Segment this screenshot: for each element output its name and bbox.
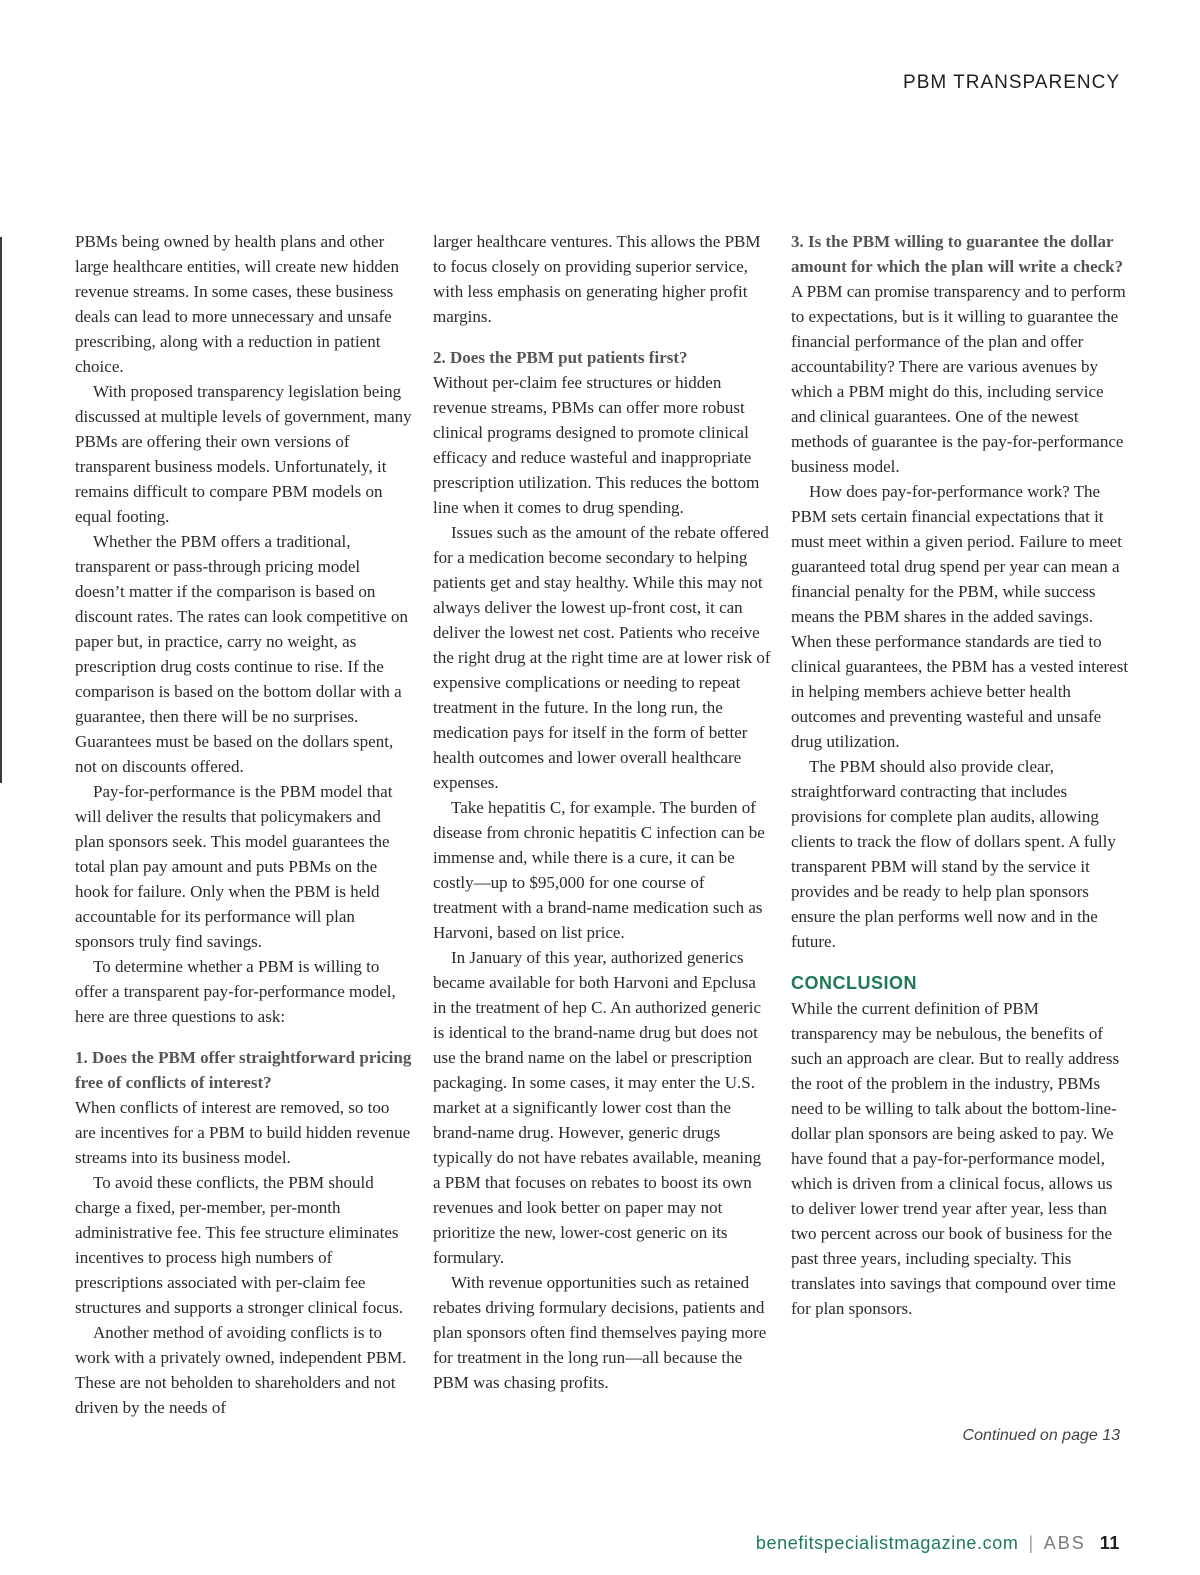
paragraph: PBMs being owned by health plans and other large healthcare entities, will create new hidden revenue streams. In some cases, these business deals can lead to more unnecessary and unsafe prescribing, along with a reduction in patient choice. [75, 232, 399, 376]
website-link[interactable]: benefitspecialistmagazine.com [755, 1533, 1019, 1553]
paragraph: Issues such as the amount of the rebate offered for a medication become secondary to helping patients get and stay healthy. While this may not always deliver the lowest up-front cost, it can deliver the lowest net cost. Patients who receive the right drug at the right time are at lower risk of expensive complications or needing to repeat treatment in the future. In the long run, the medication pays for itself in the form of better health outcomes and lower overall healthcare expenses. [433, 523, 771, 792]
paragraph: To determine whether a PBM is willing to offer a transparent pay-for-performance model, here are three questions to ask: [75, 957, 396, 1026]
paragraph: Pay-for-performance is the PBM model that will deliver the results that policymakers and plan sponsors seek. This model guarantees the total plan pay amount and puts PBMs on the hook for failure. Only when the PBM is held accountable for its performance will plan sponsors truly find savings. [75, 782, 393, 951]
paragraph: A PBM can promise transparency and to perform to expectations, but is it willing to guarantee the financial performance of the plan and offer accountability? There are various avenues by which a PBM might do this, including service and clinical guarantees. One of the newest methods of guarantee is the pay-for-performance business model. [791, 282, 1126, 476]
paragraph: With revenue opportunities such as retained rebates driving formulary decisions, patients and plan sponsors often find themselves paying more for treatment in the long run—all because the PBM was chasing profits. [433, 1273, 767, 1392]
paragraph: Whether the PBM offers a traditional, transparent or pass-through pricing model doesn’t matter if the comparison is based on discount rates. The rates can look competitive on paper but, in practice, carry no weight, as prescription drug costs continue to rise. If the comparison is based on the bottom dollar with a guarantee, then there will be no surprises. Guarantees must be based on the dollars spent, not on discounts offered. [75, 532, 408, 776]
section-title: PBM TRANSPARENCY [903, 72, 1120, 93]
paragraph: Another method of avoiding conflicts is to work with a privately owned, independent PBM. These are not beholden to shareholders and not driven by the needs of [75, 1323, 407, 1417]
column-3 [791, 229, 1129, 1321]
page-footer [756, 1533, 1120, 1554]
paragraph: Without per-claim fee structures or hidden revenue streams, PBMs can offer more robust clinical programs designed to promote clinical efficacy and reduce wasteful and inappropriate prescription utilization. This reduces the bottom line when it comes to drug spending. [433, 373, 760, 517]
paragraph: While the current definition of PBM transparency may be nebulous, the benefits of such an approach are clear. But to really address the root of the problem in the industry, PBMs need to be willing to talk about the bottom-line-dollar plan sponsors are being asked to pay. We have found that a pay-for-performance model, which is driven from a clinical focus, allows us to deliver lower trend year after year, less than two percent across our book of business for the past three years, including specialty. This translates into savings that compound over time for plan sponsors. [791, 999, 1120, 1318]
magazine-name: ABS [1043, 1533, 1086, 1553]
column-2 [433, 229, 771, 1395]
page-number: 11 [1099, 1533, 1120, 1553]
paragraph: How does pay-for-performance work? The PBM sets certain financial expectations that it must meet within a given period. Failure to meet guaranteed total drug spend per year can mean a financial penalty for the PBM, while success means the PBM shares in the added savings. When these performance standards are tied to clinical guarantees, the PBM has a vested interest in helping members achieve better health outcomes and preventing wasteful and unsafe drug utilization. [791, 482, 1129, 751]
paragraph: larger healthcare ventures. This allows the PBM to focus closely on providing superior service, with less emphasis on generating higher profit margins. [433, 232, 761, 326]
question-heading-3: 3. Is the PBM willing to guarantee the dollar amount for which the plan will write a check? [791, 232, 1124, 276]
column-1 [75, 229, 413, 1420]
question-heading-1: 1. Does the PBM offer straightforward pricing free of conflicts of interest? [75, 1048, 412, 1092]
paragraph: To avoid these conflicts, the PBM should charge a fixed, per-member, per-month administrative fee. This fee structure eliminates incentives to process high numbers of prescriptions associated with per-claim fee structures and supports a stronger clinical focus. [75, 1173, 404, 1317]
paragraph: Take hepatitis C, for example. The burden of disease from chronic hepatitis C infection can be immense and, while there is a cure, it can be costly—up to $95,000 for one course of treatment with a brand-name medication such as Harvoni, based on list price. [433, 798, 765, 942]
paragraph: When conflicts of interest are removed, so too are incentives for a PBM to build hidden revenue streams into its business model. [75, 1098, 411, 1167]
conclusion-heading: CONCLUSION [791, 973, 917, 993]
page-edge-rule [0, 237, 2, 783]
paragraph: With proposed transparency legislation being discussed at multiple levels of government, many PBMs are offering their own versions of transparent business models. Unfortunately, it remains difficult to compare PBM models on equal footing. [75, 382, 412, 526]
question-heading-2: 2. Does the PBM put patients first? [433, 348, 688, 367]
paragraph: The PBM should also provide clear, straightforward contracting that includes provisions for complete plan audits, allowing clients to track the flow of dollars spent. A fully transparent PBM will stand by the service it provides and be ready to help plan sponsors ensure the plan performs well now and in the future. [791, 757, 1116, 951]
continued-note: Continued on page 13 [962, 1427, 1120, 1444]
footer-separator: | [1028, 1533, 1034, 1553]
paragraph: In January of this year, authorized generics became available for both Harvoni and Epclusa in the treatment of hep C. An authorized generic is identical to the brand-name drug but does not use the brand name on the label or prescription packaging. In some cases, it may enter the U.S. market at a significantly lower cost than the brand-name drug. However, generic drugs typically do not have rebates available, meaning a PBM that focuses on rebates to boost its own revenues and look better on paper may not prioritize the new, lower-cost generic on its formulary. [433, 948, 762, 1267]
